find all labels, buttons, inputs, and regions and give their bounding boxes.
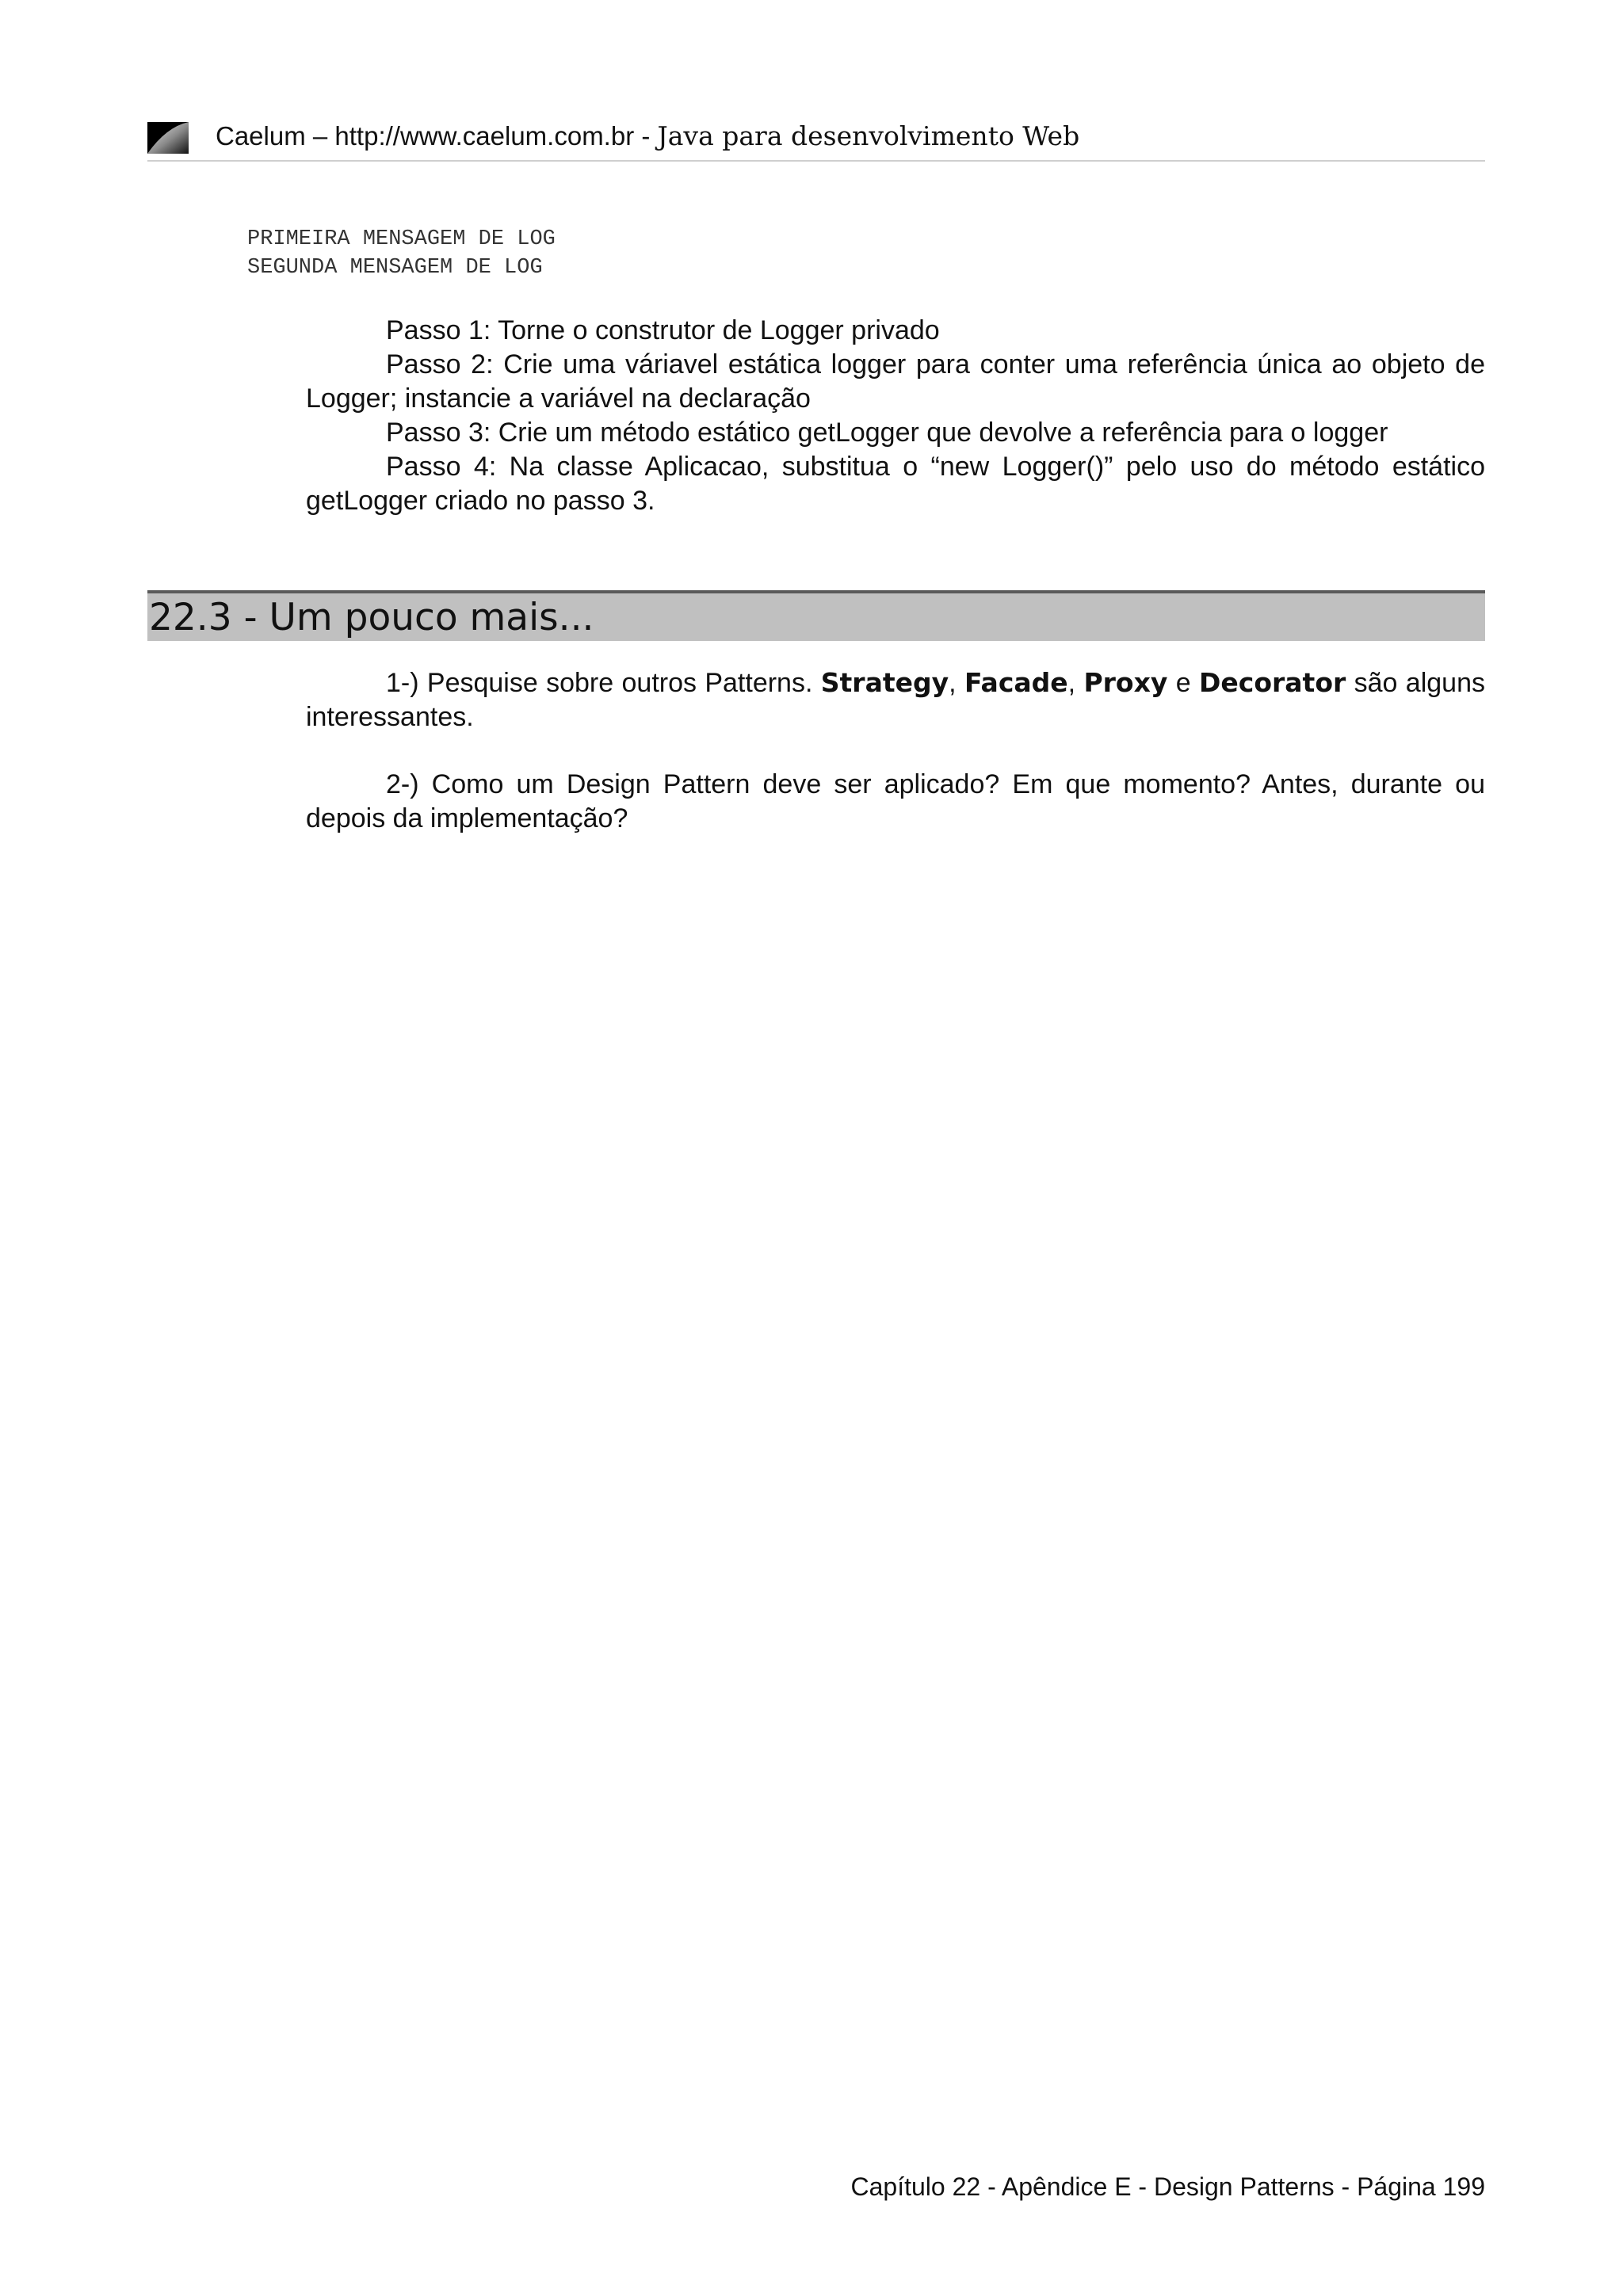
exercise-2: 2-) Como um Design Pattern deve ser aplicado? Em que momento? Antes, durante ou depois da implementação? bbox=[306, 769, 1485, 833]
exercise-1-outro: são alguns interessantes. bbox=[306, 668, 1485, 732]
pattern-facade: Facade bbox=[964, 667, 1068, 698]
exercises bbox=[306, 666, 1485, 836]
steps-list bbox=[306, 314, 1485, 518]
separator: , bbox=[949, 668, 964, 698]
step-1: Passo 1: Torne o construtor de Logger privado bbox=[386, 315, 940, 345]
exercise-1 bbox=[306, 666, 1485, 734]
exercise-1-intro: 1-) Pesquise sobre outros Patterns. bbox=[386, 668, 821, 698]
paragraph-gap bbox=[306, 734, 1485, 768]
code-output-block bbox=[247, 225, 556, 282]
header-brand: Caelum – http://www.caelum.com.br - bbox=[216, 121, 658, 151]
separator: , bbox=[1067, 668, 1084, 698]
caelum-logo-icon bbox=[147, 122, 189, 154]
section-heading bbox=[147, 590, 1485, 641]
section-title: 22.3 - Um pouco mais... bbox=[149, 596, 594, 639]
step-4: Passo 4: Na classe Aplicacao, substitua o “new Logger()” pelo uso do método estático getLogger criado no passo 3. bbox=[306, 452, 1485, 516]
header-book-title: Java para desenvolvimento Web bbox=[657, 120, 1080, 151]
code-line: PRIMEIRA MENSAGEM DE LOG bbox=[247, 227, 556, 251]
separator: e bbox=[1167, 668, 1199, 698]
step-2: Passo 2: Crie uma váriavel estática logger para conter uma referência única ao objeto de Logger; instancie a variável na declaração bbox=[306, 349, 1485, 414]
pattern-decorator: Decorator bbox=[1199, 667, 1346, 698]
pattern-proxy: Proxy bbox=[1083, 667, 1168, 698]
header-title bbox=[216, 120, 1079, 153]
page-header bbox=[147, 119, 1485, 162]
pattern-strategy: Strategy bbox=[820, 667, 949, 698]
step-3: Passo 3: Crie um método estático getLogger que devolve a referência para o logger bbox=[386, 418, 1388, 448]
page-footer: Capítulo 22 - Apêndice E - Design Patterns - Página 199 bbox=[850, 2172, 1485, 2201]
code-line: SEGUNDA MENSAGEM DE LOG bbox=[247, 256, 543, 280]
